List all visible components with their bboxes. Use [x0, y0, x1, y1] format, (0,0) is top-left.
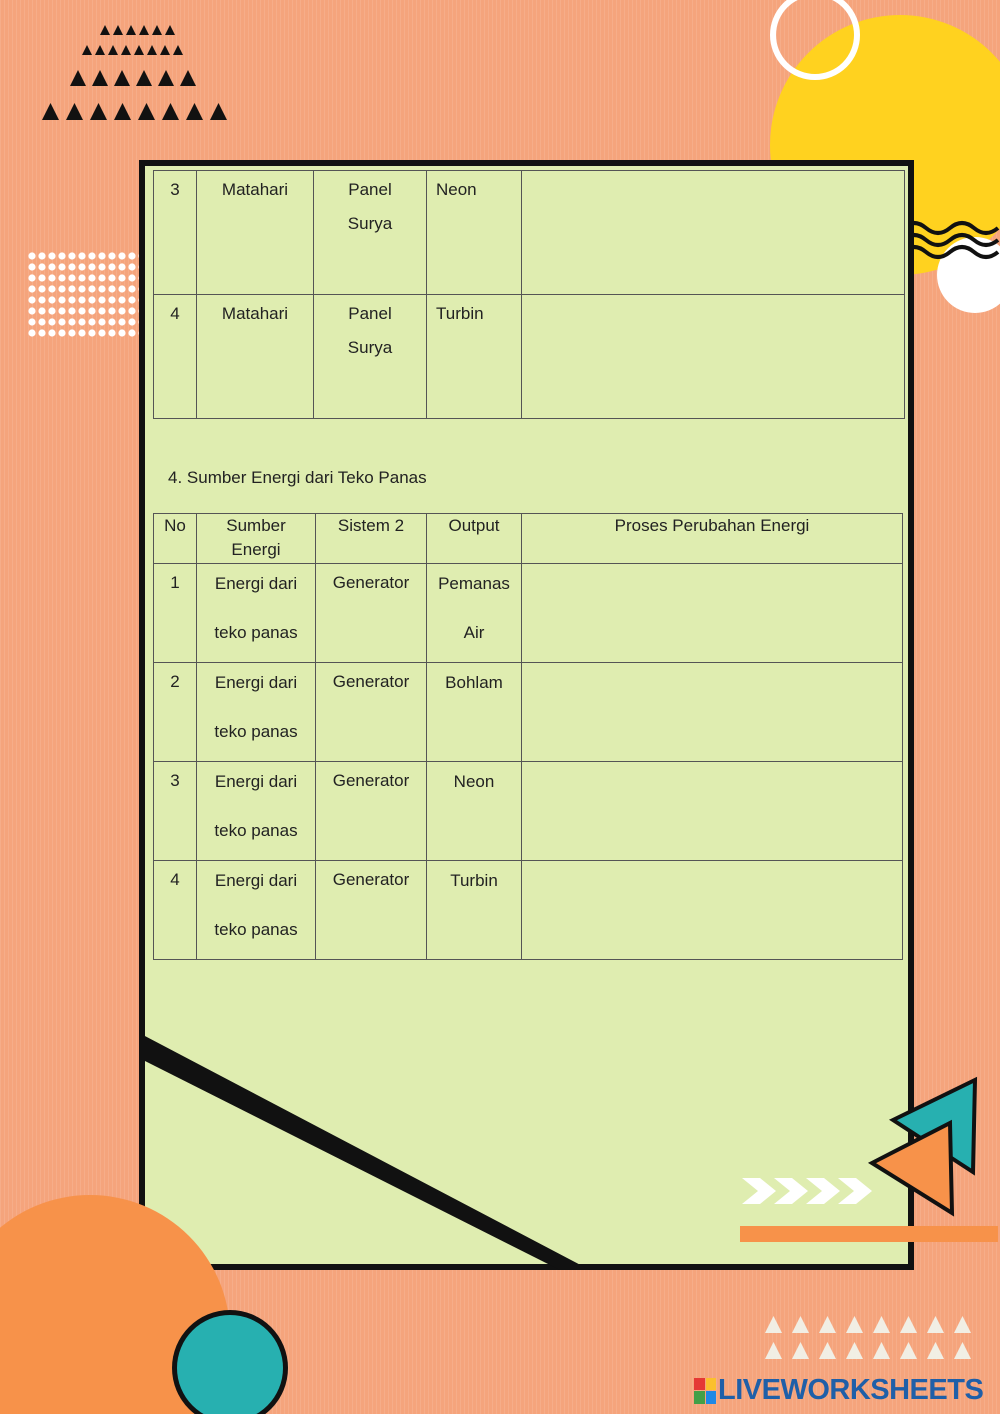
output: Neon — [436, 180, 477, 199]
header-system: Sistem 2 — [316, 514, 427, 564]
table-row — [154, 861, 903, 960]
source-line1: Energi dari — [214, 673, 298, 692]
triangle-shape — [792, 1342, 809, 1359]
triangle-shape — [792, 1316, 809, 1333]
system: Generator — [332, 573, 410, 592]
triangle-shape — [927, 1316, 944, 1333]
output-line2: Air — [463, 623, 485, 642]
triangle-shape — [819, 1342, 836, 1359]
header-source: Sumber Energi — [197, 514, 316, 564]
source-line2: teko panas — [214, 623, 298, 642]
process-answer-cell[interactable] — [522, 762, 903, 861]
source-line1: Energi dari — [214, 871, 298, 890]
source-line1: Energi dari — [214, 574, 298, 593]
triangle-shape — [873, 1316, 890, 1333]
source-line2: teko panas — [214, 821, 298, 840]
process-answer-cell[interactable] — [522, 861, 903, 960]
orange-bar — [740, 1226, 998, 1242]
liveworksheets-logo[interactable] — [694, 1374, 983, 1407]
chevron-arrows — [742, 1178, 872, 1204]
table-row — [154, 663, 903, 762]
row-number: 3 — [170, 180, 180, 199]
table-header-row — [154, 514, 903, 564]
triangle-shape — [954, 1316, 971, 1333]
system: Generator — [332, 672, 410, 691]
source-line2: teko panas — [214, 920, 298, 939]
teko-panas-table — [153, 513, 903, 960]
energy-source: Matahari — [221, 180, 289, 199]
system-line1: Panel — [348, 304, 392, 323]
triangle-shape — [846, 1316, 863, 1333]
diagonal-stripe — [143, 1035, 590, 1270]
output-line1: Pemanas — [438, 574, 510, 593]
process-answer-cell[interactable] — [522, 663, 903, 762]
energy-table-continued — [153, 170, 905, 419]
output-line1: Bohlam — [445, 673, 503, 692]
orange-triangle — [872, 1123, 952, 1213]
row-number: 2 — [170, 672, 180, 691]
process-answer-cell[interactable] — [522, 295, 905, 419]
table-row — [154, 762, 903, 861]
source-line2: teko panas — [214, 722, 298, 741]
triangle-shape — [927, 1342, 944, 1359]
triangle-shape — [819, 1316, 836, 1333]
row-number: 1 — [170, 573, 180, 592]
triangle-shape — [954, 1342, 971, 1359]
table-row — [154, 564, 903, 663]
output-line1: Neon — [453, 772, 495, 791]
triangle-shape — [873, 1342, 890, 1359]
system: Generator — [332, 870, 410, 889]
section-title: 4. Sumber Energi dari Teko Panas — [168, 468, 427, 487]
system-line1: Panel — [348, 180, 392, 199]
system: Generator — [332, 771, 410, 790]
output: Turbin — [436, 304, 484, 323]
header-process: Proses Perubahan Energi — [522, 514, 903, 564]
table-row — [154, 295, 905, 419]
system-line2: Surya — [347, 338, 393, 357]
logo-text: LIVEWORKSHEETS — [718, 1374, 984, 1406]
triangle-shape — [900, 1316, 917, 1333]
triangle-shape — [765, 1342, 782, 1359]
energy-source: Matahari — [221, 304, 289, 323]
system-line2: Surya — [347, 214, 393, 233]
row-number: 4 — [170, 304, 180, 323]
source-line1: Energi dari — [214, 772, 298, 791]
liveworksheets-logo-icon — [694, 1378, 716, 1404]
header-no: No — [154, 514, 197, 564]
table-row — [154, 171, 905, 295]
process-answer-cell[interactable] — [522, 171, 905, 295]
row-number: 3 — [170, 771, 180, 790]
triangle-shape — [846, 1342, 863, 1359]
triangle-shape — [765, 1316, 782, 1333]
header-output: Output — [427, 514, 522, 564]
output-line1: Turbin — [450, 871, 498, 890]
light-triangle-pattern — [765, 1316, 971, 1359]
triangle-shape — [900, 1342, 917, 1359]
row-number: 4 — [170, 870, 180, 889]
process-answer-cell[interactable] — [522, 564, 903, 663]
